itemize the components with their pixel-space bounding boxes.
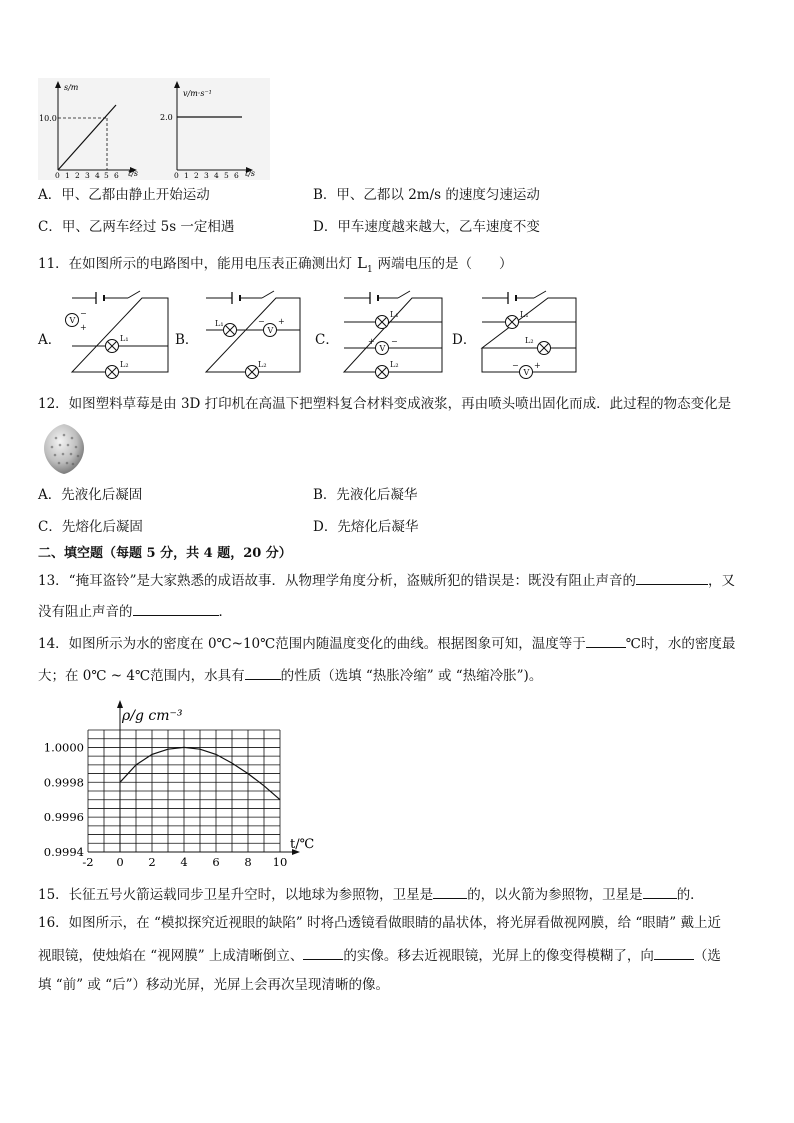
svg-text:V: V xyxy=(69,316,76,325)
q16-line3: 填 “前” 或 “后”）移动光屏，光屏上会再次呈现清晰的像。 xyxy=(38,977,389,993)
x-tick-label: 8 xyxy=(244,855,252,869)
y-tick-label: 0.9998 xyxy=(43,775,84,790)
svg-text:6: 6 xyxy=(114,171,119,180)
q13-line2: 没有阻止声音的 ． xyxy=(38,601,232,621)
q10-graphs xyxy=(38,78,270,180)
svg-text:L₁: L₁ xyxy=(120,334,129,343)
y-tick-label: 0.9996 xyxy=(43,810,84,825)
q12-option-d: D．先熔化后凝华 xyxy=(313,519,419,535)
y-axis-arrow xyxy=(117,700,123,708)
svg-text:L₂: L₂ xyxy=(390,360,399,369)
y-tick-label: 1.0000 xyxy=(43,740,84,755)
svg-text:5: 5 xyxy=(224,171,229,180)
svg-text:6: 6 xyxy=(234,171,239,180)
svg-text:+: + xyxy=(278,317,285,326)
svg-text:1: 1 xyxy=(65,171,70,180)
q12-option-c: C．先熔化后凝固 xyxy=(38,519,143,535)
svg-text:+: + xyxy=(80,323,87,332)
svg-text:−: − xyxy=(512,361,519,370)
q13-line1: 13．“掩耳盗铃”是大家熟悉的成语故事．从物理学角度分析，盗贼所犯的错误是：既没有阻止声音的 ，又 xyxy=(38,570,735,590)
q15-line: 15．长征五号火箭运载同步卫星升空时，以地球为参照物，卫星是 的，以火箭为参照物，卫星是 的． xyxy=(38,884,704,904)
strawberry-image xyxy=(40,420,88,476)
svg-text:L₁: L₁ xyxy=(520,310,529,319)
svg-text:4: 4 xyxy=(95,171,100,180)
svg-text:3: 3 xyxy=(85,171,90,180)
q11-label-b: B． xyxy=(175,332,199,348)
y-axis-label: ρ/g cm⁻³ xyxy=(122,708,183,724)
svg-text:0: 0 xyxy=(55,171,60,180)
svg-text:0: 0 xyxy=(174,171,179,180)
density-chart xyxy=(30,696,330,872)
svg-text:L₂: L₂ xyxy=(258,360,267,369)
s-value: 10.0 xyxy=(39,114,57,123)
circuit-a xyxy=(66,291,169,379)
q11-circuits xyxy=(60,288,580,380)
q16-blank-1[interactable] xyxy=(303,945,343,960)
svg-text:−: − xyxy=(258,317,265,326)
q10-option-c: C．甲、乙两车经过 5s 一定相遇 xyxy=(38,219,235,235)
svg-text:L₁: L₁ xyxy=(215,319,224,328)
svg-text:L₂: L₂ xyxy=(120,360,129,369)
q10-option-a: A．甲、乙都由静止开始运动 xyxy=(38,187,210,203)
y-tick-label: 0.9994 xyxy=(43,845,84,859)
svg-text:5: 5 xyxy=(104,171,109,180)
x-tick-label: 0 xyxy=(116,855,124,869)
circuit-d xyxy=(482,291,576,379)
x-tick-label: -2 xyxy=(82,855,94,869)
q14-blank-2[interactable] xyxy=(245,665,281,680)
q13-blank-1[interactable] xyxy=(636,570,708,585)
s-axis-label: s/m xyxy=(64,83,79,92)
svg-text:2: 2 xyxy=(75,171,80,180)
x-tick-label: 2 xyxy=(148,855,156,869)
q11-label-d: D． xyxy=(452,332,477,348)
q15-blank-2[interactable] xyxy=(643,884,677,899)
svg-text:3: 3 xyxy=(204,171,209,180)
svg-text:V: V xyxy=(523,368,530,377)
svg-text:−: − xyxy=(391,337,398,346)
v-value: 2.0 xyxy=(160,113,173,122)
svg-text:+: + xyxy=(368,337,375,346)
svg-text:+: + xyxy=(534,361,541,370)
q12-stem: 12．如图塑料草莓是由 3D 打印机在高温下把塑料复合材料变成液浆，再由喷头喷出固化而成．此过程的物态变化是 xyxy=(38,396,732,412)
q11-label-a: A． xyxy=(38,332,62,348)
svg-text:V: V xyxy=(267,326,274,335)
q16-line1: 16．如图所示，在 “模拟探究近视眼的缺陷” 时将凸透镜看做眼睛的晶状体，将光屏看做视网膜，给 “眼睛” 戴上近 xyxy=(38,915,721,931)
q10-option-d: D．甲车速度越来越大，乙车速度不变 xyxy=(313,219,540,235)
t-axis-label-v: t/s xyxy=(245,169,256,178)
q16-blank-2[interactable] xyxy=(654,945,694,960)
svg-text:L₁: L₁ xyxy=(390,310,399,319)
q11-stem: 11．在如图所示的电路图中，能用电压表正确测出灯 $L_1$ 两端电压的是（ ） xyxy=(38,254,513,275)
q14-blank-1[interactable] xyxy=(586,633,626,648)
x-tick-label: 10 xyxy=(272,855,288,869)
q11-label-c: C． xyxy=(315,332,339,348)
svg-text:4: 4 xyxy=(214,171,219,180)
x-tick-label: 6 xyxy=(212,855,220,869)
svg-text:1: 1 xyxy=(184,171,189,180)
q14-line1: 14．如图所示为水的密度在 0℃~10℃范围内随温度变化的曲线。根据图象可知，温度等于 ℃时，水的密度最 xyxy=(38,633,735,653)
svg-text:L₂: L₂ xyxy=(525,336,534,345)
svg-text:V: V xyxy=(379,344,386,353)
svg-text:2: 2 xyxy=(194,171,199,180)
q15-blank-1[interactable] xyxy=(433,884,467,899)
q13-blank-2[interactable] xyxy=(133,601,219,616)
t-axis-label: t/s xyxy=(128,169,139,178)
circuit-b xyxy=(206,291,300,379)
q10-option-b: B．甲、乙都以 2m/s 的速度匀速运动 xyxy=(313,187,540,203)
x-tick-label: 4 xyxy=(180,855,188,869)
svg-text:−: − xyxy=(80,309,87,318)
q12-option-b: B．先液化后凝华 xyxy=(313,487,418,503)
x-axis-label: t/℃ xyxy=(290,837,315,852)
v-axis-label: v/m·s⁻¹ xyxy=(183,89,212,98)
q16-line2: 视眼镜，使烛焰在 “视网膜” 上成清晰倒立、 的实像。移去近视眼镜，光屏上的像变得模糊了，向 （选 xyxy=(38,945,721,965)
section-title: 二、填空题（每题 5 分，共 4 题，20 分） xyxy=(38,546,292,561)
q12-option-a: A．先液化后凝固 xyxy=(38,487,143,503)
q14-line2: 大；在 0℃ ~ 4℃范围内，水具有 的性质（选填 “热胀冷缩” 或 “热缩冷胀”)。 xyxy=(38,665,542,685)
